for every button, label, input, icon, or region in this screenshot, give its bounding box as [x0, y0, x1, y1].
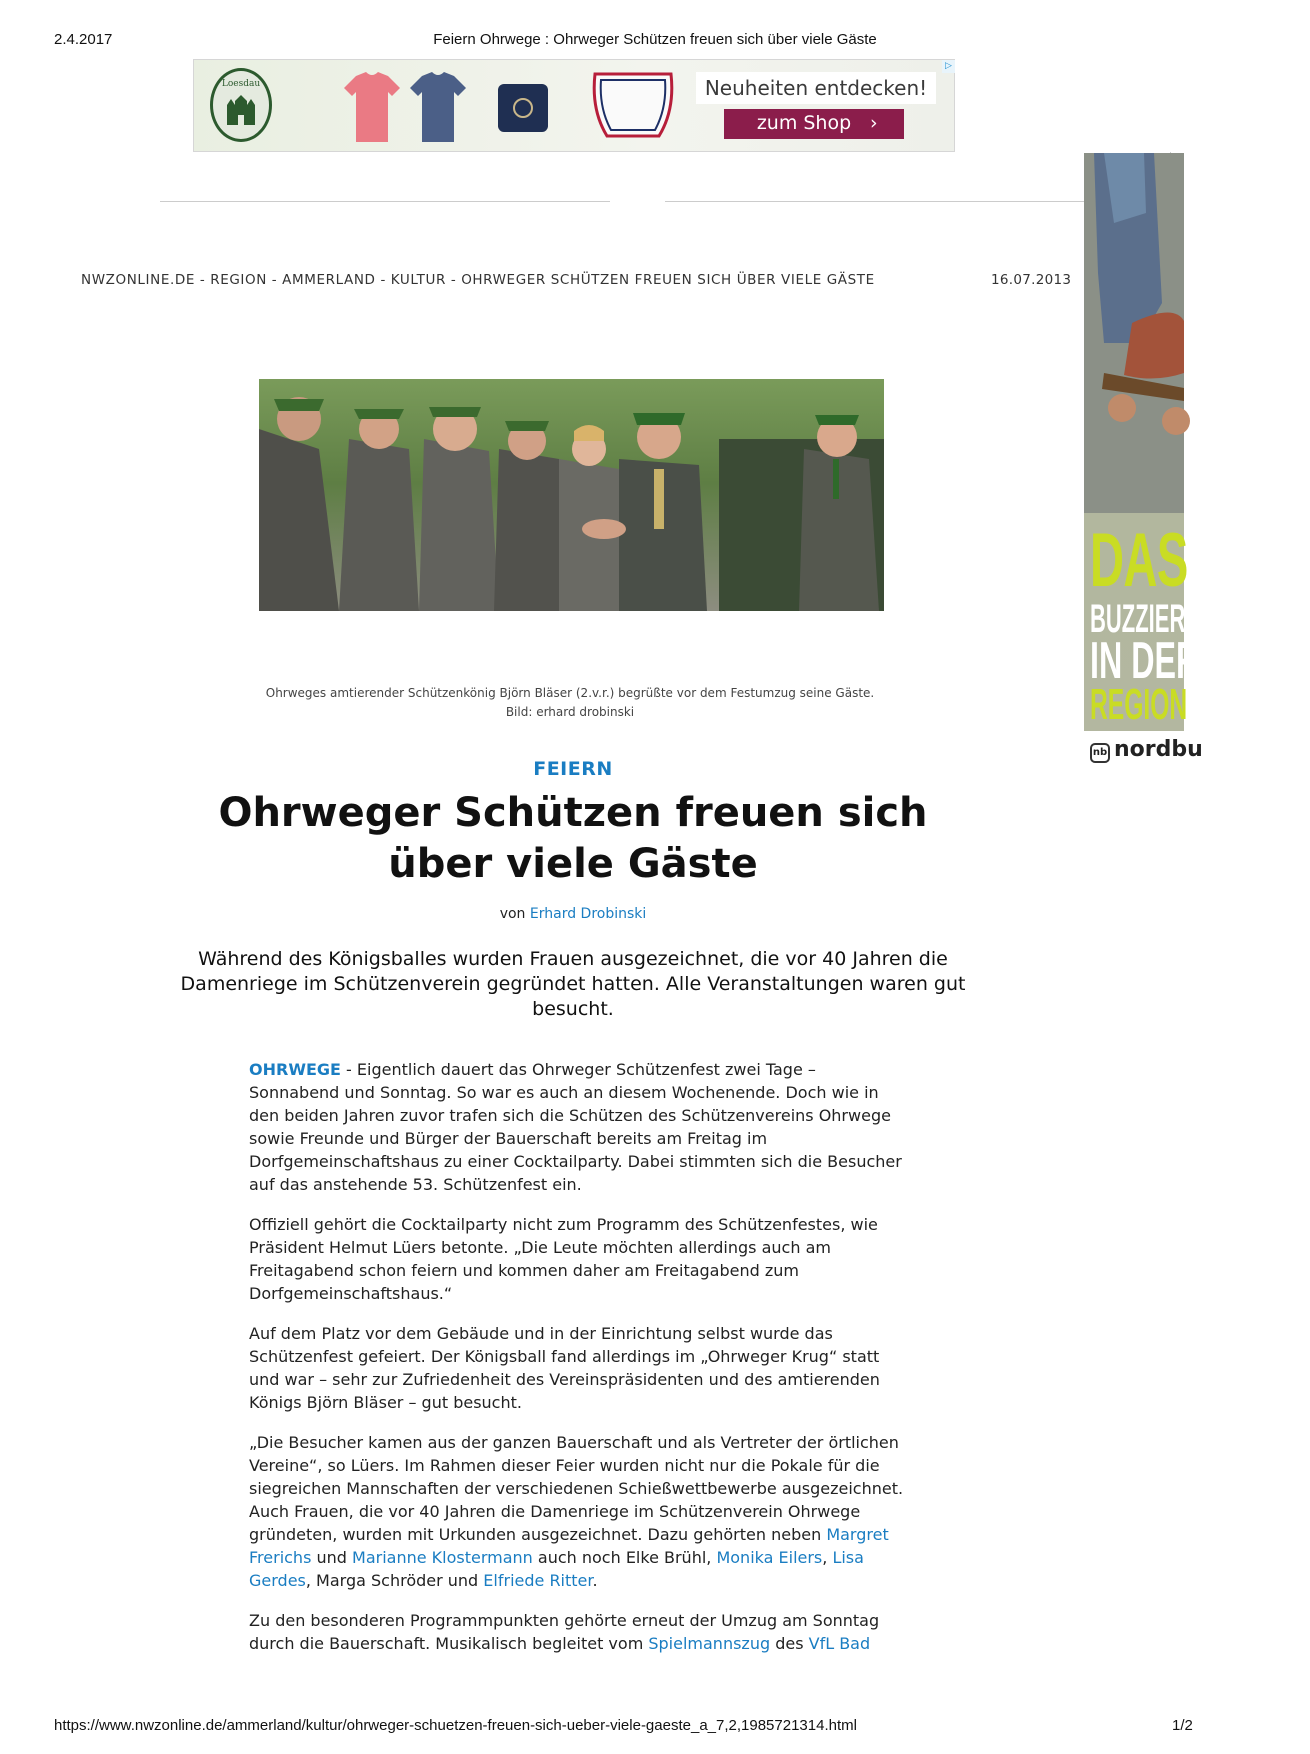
person-link[interactable]: Margret Frerichs	[249, 1525, 889, 1567]
marksmen-parade-photo	[259, 379, 884, 611]
ad-shop-button[interactable]	[724, 109, 904, 139]
photo-caption	[200, 684, 940, 722]
print-page-title: Feiern Ohrwege : Ohrweger Schützen freuen sich über viele Gäste	[433, 31, 877, 48]
paragraph-text: des	[770, 1634, 809, 1653]
ad-logo-text: Loesdau	[221, 79, 261, 89]
paragraph	[249, 1609, 909, 1655]
side-ad-line: IN DER	[1090, 632, 1200, 690]
ad-shop-label: zum Shop	[756, 112, 852, 134]
bandage-roll-image	[494, 78, 552, 138]
paragraph-text: , Marga Schröder und	[305, 1571, 484, 1590]
dateline-link[interactable]: OHRWEGE	[249, 1060, 341, 1079]
paragraph: Auf dem Platz vor dem Gebäude und in der Einrichtung selbst wurde das Schützenfest gefeiert. Der Königsball fand allerdings im „Ohrweger Krug“ statt und war – sehr zur Zufriedenheit des Vereinspräsidenten und des amtierenden Königs Björn Bläser – gut besucht.	[249, 1324, 880, 1412]
ad-headline-box	[696, 72, 936, 104]
paragraph	[249, 1431, 909, 1592]
caption-text: Ohrweges amtierender Schützenkönig Björn Bläser (2.v.r.) begrüßte vor dem Festumzug seine Gäste.	[265, 686, 875, 700]
paragraph-text: .	[592, 1571, 598, 1590]
banner-ad[interactable]	[193, 59, 955, 152]
person-link[interactable]: Elfriede Ritter	[483, 1571, 593, 1590]
paragraph-text: „Die Besucher kamen aus der ganzen Bauerschaft und als Vertreter der örtlichen Vereine“, so Lüers. Im Rahmen dieser Feier wurden nicht nur die Pokale für die siegreichen Mannschaften der verschiedenen Schießwettbewerbe ausgezeichnet. Auch Frauen, die vor 40 Jahren die Damenriege im Schützenverein Ohrwege gründeten, wurden mit Urkunden ausgezeichnet. Dazu gehörten neben	[249, 1433, 904, 1544]
hero-photo[interactable]	[259, 379, 884, 611]
side-ad-line: BUZZIER	[1090, 597, 1186, 641]
breadcrumb[interactable]: NWZONLINE.DE - REGION - AMMERLAND - KULTUR - OHRWEGER SCHÜTZEN FREUEN SICH ÜBER VIELE GÄSTE	[81, 272, 875, 288]
skateboarder-image	[1084, 153, 1184, 513]
byline-prefix: von	[499, 906, 526, 922]
castle-rider-icon	[225, 95, 257, 125]
person-link[interactable]: Marianne Klostermann	[352, 1548, 533, 1567]
divider	[160, 201, 610, 202]
paragraph: Offiziell gehört die Cocktailparty nicht zum Programm des Schützenfestes, wie Präsident Helmut Lüers betonte. „Die Leute möchten allerdings auch am Freitagabend schon feiern und kommen daher am Freitagabend zum Dorfgemeinschaftshaus.“	[249, 1215, 878, 1303]
print-url: https://www.nwzonline.de/ammerland/kultur/ohrweger-schuetzen-freuen-sich-ueber-viele-gaeste_a_7,2,1985721314.html	[54, 1717, 857, 1734]
side-ad-brand-name: nordbu	[1114, 737, 1203, 762]
article-headline: Ohrweger Schützen freuen sich über viele Gäste	[218, 790, 928, 887]
paragraph-text: auch noch Elke Brühl,	[532, 1548, 717, 1567]
paragraph	[249, 1058, 909, 1196]
person-link[interactable]: Lisa Gerdes	[249, 1548, 864, 1590]
print-date: 2.4.2017	[54, 31, 113, 48]
skyscraper-ad[interactable]	[1084, 153, 1200, 731]
adchoices-icon[interactable]: ▷	[942, 60, 955, 73]
ad-brand-logo	[210, 68, 272, 142]
ad-headline: Neuheiten entdecken!	[704, 76, 928, 100]
author-link[interactable]: Erhard Drobinski	[529, 906, 647, 922]
print-page-number: 1/2	[1172, 1717, 1193, 1734]
person-link[interactable]: Monika Eilers	[716, 1548, 823, 1567]
paragraph-text: ,	[822, 1548, 833, 1567]
organization-link[interactable]: Spielmannszug	[648, 1634, 771, 1653]
article-teaser: Während des Königsballes wurden Frauen ausgezeichnet, die vor 40 Jahren die Damenriege im Schützenverein gegründet hatten. Alle Veranstaltungen waren gut besucht.	[180, 948, 966, 1020]
article-body	[249, 1058, 909, 1672]
article-date: 16.07.2013	[991, 272, 1072, 288]
paragraph-text: Zu den besonderen Programmpunkten gehörte erneut der Umzug am Sonntag durch die Bauerschaft. Musikalisch begleitet vom	[249, 1611, 880, 1653]
side-ad-line: DAS	[1090, 518, 1188, 603]
photo-credit: Bild: erhard drobinski	[505, 705, 635, 719]
blue-shirt-image	[408, 72, 468, 142]
side-ad-line: REGION	[1090, 680, 1188, 729]
pink-shirt-image	[342, 72, 402, 142]
chevron-right-icon: ›	[870, 112, 878, 134]
article-kicker[interactable]: FEIERN	[533, 758, 613, 780]
nordbuzz-logo-icon: nb	[1090, 743, 1110, 763]
byline	[0, 906, 1146, 922]
saddle-pad-image	[589, 70, 677, 142]
paragraph-text: und	[311, 1548, 353, 1567]
paragraph-text: - Eigentlich dauert das Ohrweger Schützenfest zwei Tage – Sonnabend und Sonntag. So war es auch an diesem Wochenende. Doch wie in den beiden Jahren zuvor trafen sich die Schützen des Schützenvereins Ohrwege sowie Freunde und Bürger der Bauerschaft bereits am Freitag im Dorfgemeinschaftshaus zu einer Cocktailparty. Dabei stimmten sich die Besucher auf das anstehende 53. Schützenfest ein.	[249, 1060, 902, 1194]
organization-link[interactable]: VfL Bad	[808, 1634, 871, 1653]
